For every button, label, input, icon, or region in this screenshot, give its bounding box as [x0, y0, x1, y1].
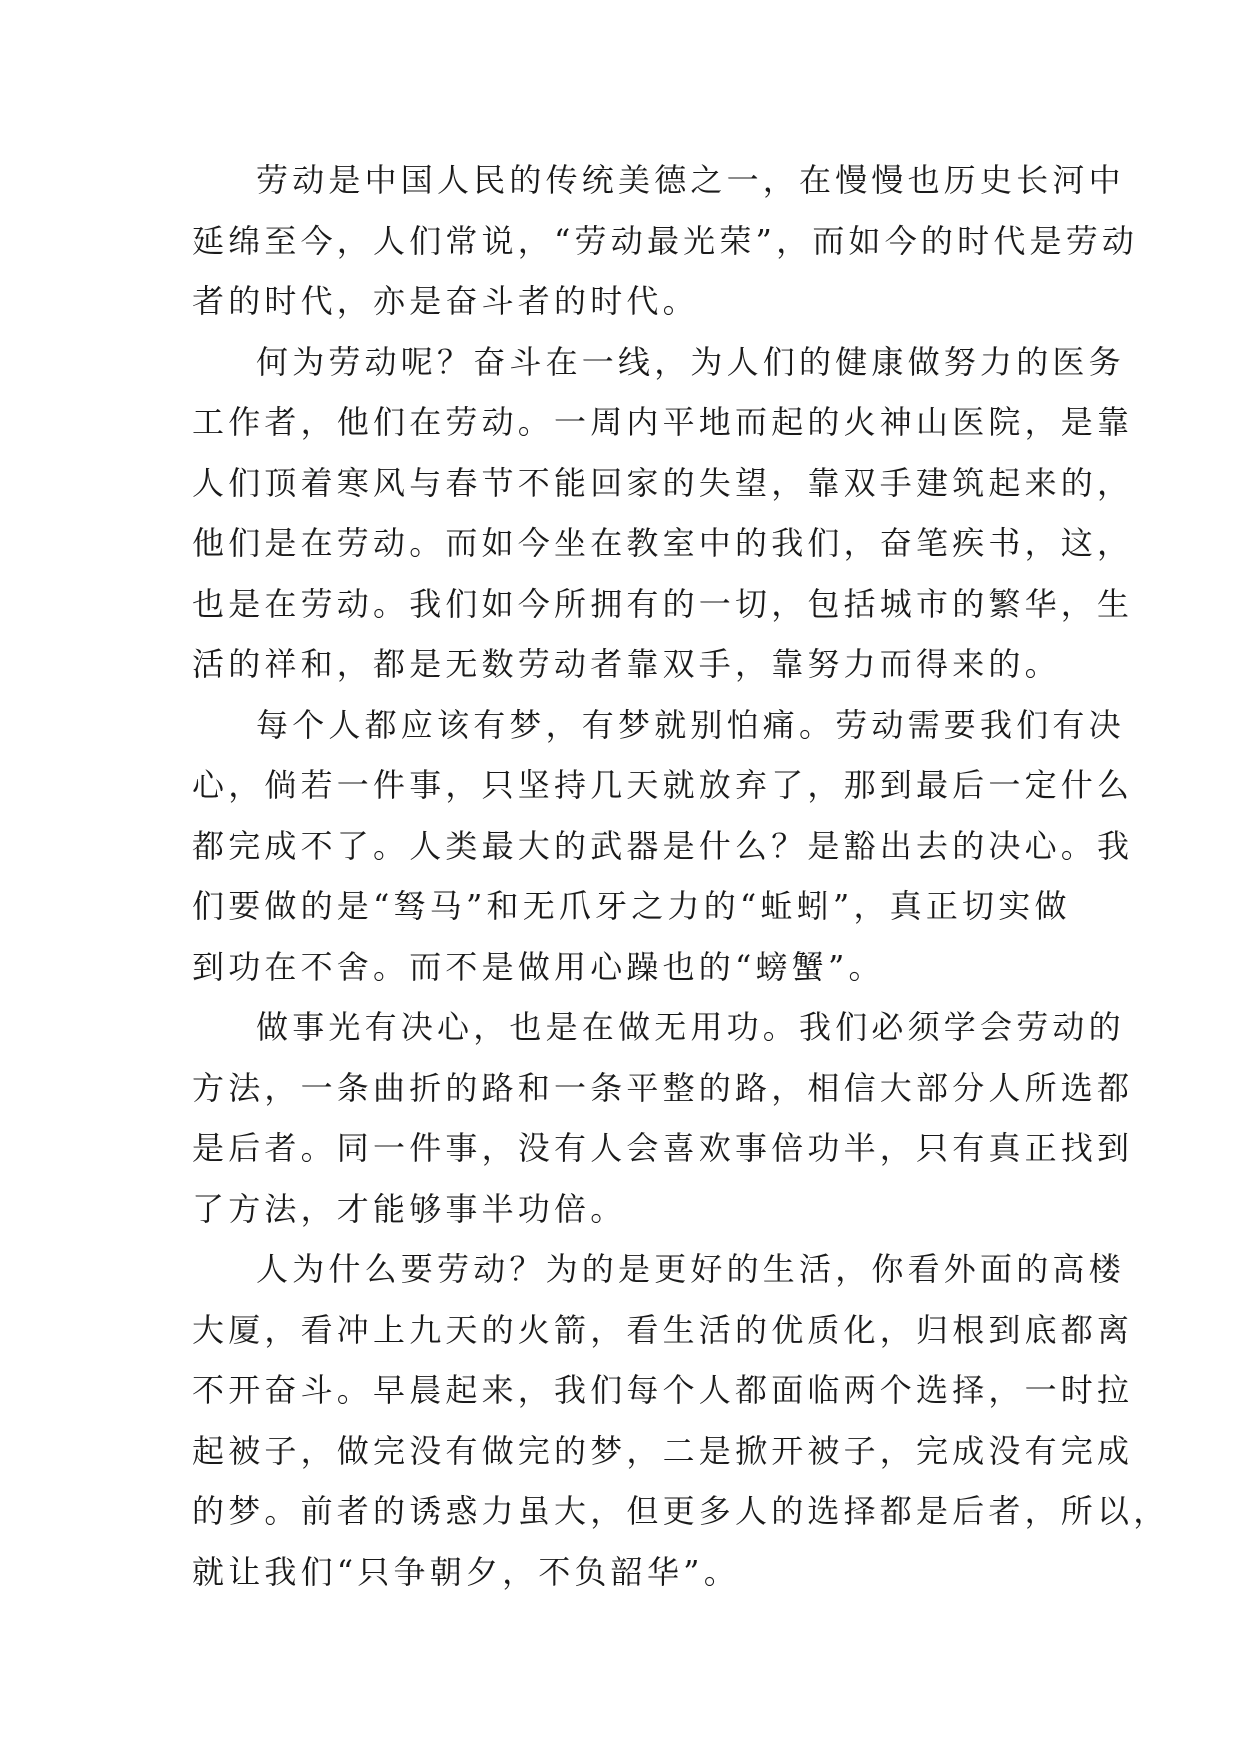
text-line: 也是在劳动。我们如今所拥有的一切，包括城市的繁华，生	[192, 584, 1134, 623]
text-line: 大厦，看冲上九天的火箭，看生活的优质化，归根到底都离	[192, 1310, 1134, 1349]
text-line: 人们顶着寒风与春节不能回家的失望，靠双手建筑起来的，	[192, 463, 1134, 502]
text-line: 都完成不了。人类最大的武器是什么？是豁出去的决心。我	[192, 826, 1134, 865]
paragraph-1	[192, 150, 1139, 332]
text-line: 起被子，做完没有做完的梦，二是掀开被子，完成没有完成	[192, 1431, 1134, 1470]
text-line: 是后者。同一件事，没有人会喜欢事倍功半，只有真正找到	[192, 1129, 1134, 1167]
text-line: 者的时代，亦是奋斗者的时代。	[192, 282, 699, 320]
paragraph-4	[192, 997, 1134, 1239]
text-line: 人为什么要劳动？为的是更好的生活，你看外面的高楼	[256, 1250, 1125, 1288]
text-line: 了方法，才能够事半功倍。	[192, 1189, 627, 1228]
paragraph-2	[192, 332, 1134, 695]
text-line: 心，倘若一件事，只坚持几天就放弃了，那到最后一定什么	[192, 766, 1134, 804]
paragraph-3	[192, 695, 1134, 998]
text-line: 的梦。前者的诱惑力虽大，但更多人的选择都是后者，所以，	[192, 1492, 1170, 1530]
text-line: 活的祥和，都是无数劳动者靠双手，靠努力而得来的。	[192, 645, 1061, 683]
text-line: 每个人都应该有梦，有梦就别怕痛。劳动需要我们有决	[256, 705, 1125, 744]
text-line: 做事光有决心，也是在做无用功。我们必须学会劳动的	[256, 1008, 1125, 1046]
text-line: 他们是在劳动。而如今坐在教室中的我们，奋笔疾书，这，	[192, 524, 1134, 562]
paragraph-5	[192, 1239, 1170, 1602]
text-line: 延绵至今，人们常说，“劳动最光荣”，而如今的时代是劳动	[192, 221, 1139, 260]
text-line: 何为劳动呢？奋斗在一线，为人们的健康做努力的医务	[256, 342, 1125, 381]
text-line: 方法，一条曲折的路和一条平整的路，相信大部分人所选都	[192, 1068, 1134, 1107]
text-line: 劳动是中国人民的传统美德之一，在慢慢也历史长河中	[256, 161, 1125, 199]
document-body	[192, 150, 1170, 1602]
text-line: 工作者，他们在劳动。一周内平地而起的火神山医院，是靠	[192, 403, 1134, 441]
text-line: 不开奋斗。早晨起来，我们每个人都面临两个选择，一时拉	[192, 1371, 1134, 1409]
text-line: 们要做的是“驽马”和无爪牙之力的“蚯蚓”，真正切实做	[192, 887, 1071, 925]
text-line: 就让我们“只争朝夕，不负韶华”。	[192, 1552, 740, 1591]
text-line: 到功在不舍。而不是做用心躁也的“螃蟹”。	[192, 947, 885, 986]
